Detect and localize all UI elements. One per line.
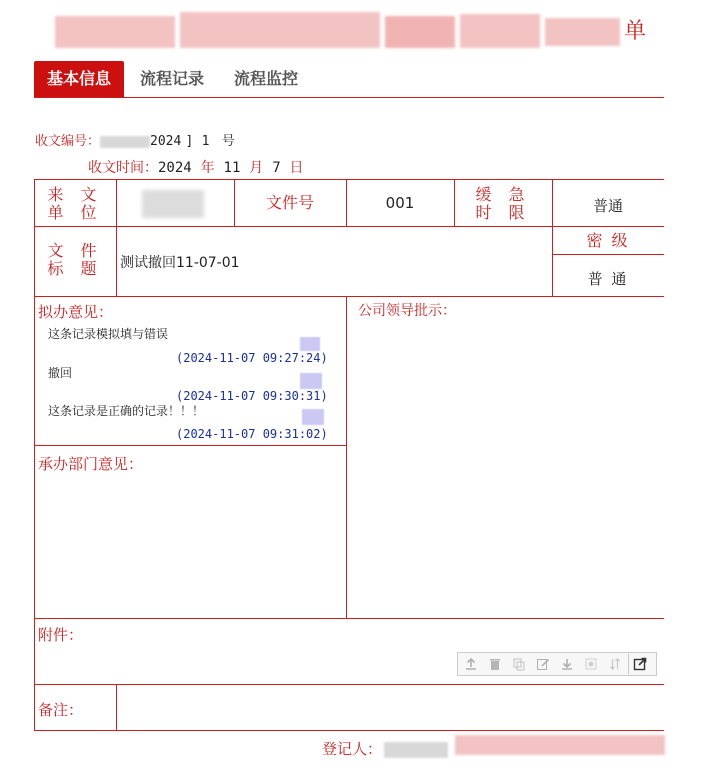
secrecy-label: 密 级 xyxy=(586,231,630,250)
receipt-number-value: 1 xyxy=(201,134,210,149)
opinion-time: (2024-11-07 09:30:31) xyxy=(176,389,328,403)
month-unit: 月 xyxy=(249,160,264,176)
registrar-info-redacted xyxy=(455,735,665,755)
receipt-number-suffix: 号 xyxy=(221,134,235,149)
receipt-time-line xyxy=(88,157,304,177)
from-unit-redacted xyxy=(142,190,204,218)
attachment-toolbar xyxy=(457,652,657,676)
receipt-month: 11 xyxy=(223,160,241,176)
opinion-text: 这条记录是正确的记录！！！ xyxy=(48,404,205,418)
redacted-prefix xyxy=(100,136,150,148)
title-end-char: 单 xyxy=(624,19,647,44)
upload-icon[interactable] xyxy=(460,654,482,674)
opinion-time: (2024-11-07 09:31:02) xyxy=(176,427,328,441)
receipt-number-line xyxy=(35,130,235,149)
tab-bar xyxy=(34,61,664,98)
open-external-icon[interactable] xyxy=(628,654,651,674)
signature-image xyxy=(302,409,324,425)
opinion-text: 撤回 xyxy=(48,366,73,380)
proposal-label: 拟办意见： xyxy=(38,303,114,321)
tab-process-record[interactable]: 流程记录 xyxy=(140,69,205,88)
receipt-day: 7 xyxy=(272,160,281,176)
delete-icon[interactable] xyxy=(484,654,506,674)
secrecy-value: 普 通 xyxy=(587,270,629,288)
doc-title-value: 测试撤回11-07-01 xyxy=(120,255,240,271)
signature-image xyxy=(300,337,320,351)
signature-image xyxy=(300,373,322,389)
urgency-value: 普通 xyxy=(592,197,623,215)
opinion-time: (2024-11-07 09:27:24) xyxy=(176,351,328,365)
receipt-number-year: 2024 xyxy=(150,134,182,149)
leader-label: 公司领导批示： xyxy=(358,303,456,319)
download-icon[interactable] xyxy=(556,654,578,674)
preview-icon[interactable] xyxy=(580,654,602,674)
registrar-label: 登记人： xyxy=(322,740,383,758)
receipt-number-bracket: ] xyxy=(185,134,194,149)
doc-title-label: 文 件 标 题 xyxy=(47,241,103,278)
receipt-time-label: 收文时间： xyxy=(88,160,158,176)
year-unit: 年 xyxy=(200,160,215,176)
dept-opinion-label: 承办部门意见： xyxy=(38,455,144,473)
tab-process-monitor[interactable]: 流程监控 xyxy=(234,69,299,88)
doc-no-label: 文件号 xyxy=(265,193,314,212)
remark-label: 备注： xyxy=(38,701,84,719)
receipt-form-table xyxy=(34,179,664,731)
tab-basic-info[interactable]: 基本信息 xyxy=(34,61,124,97)
copy-icon[interactable] xyxy=(508,654,530,674)
day-unit: 日 xyxy=(289,160,304,176)
registrar-redacted xyxy=(384,742,448,758)
document-title xyxy=(0,0,703,56)
opinion-text: 这条记录模拟填与错误 xyxy=(48,327,169,341)
doc-no-value: 001 xyxy=(385,194,415,212)
urgency-label: 缓 急 时 限 xyxy=(475,185,531,222)
attachment-label: 附件： xyxy=(38,626,84,644)
sort-icon[interactable] xyxy=(604,654,626,674)
receipt-number-label: 收文编号： xyxy=(35,134,101,149)
receipt-year: 2024 xyxy=(158,160,192,176)
from-unit-label: 来 文 单 位 xyxy=(47,185,103,222)
edit-icon[interactable] xyxy=(532,654,554,674)
registrar-line xyxy=(322,738,448,759)
